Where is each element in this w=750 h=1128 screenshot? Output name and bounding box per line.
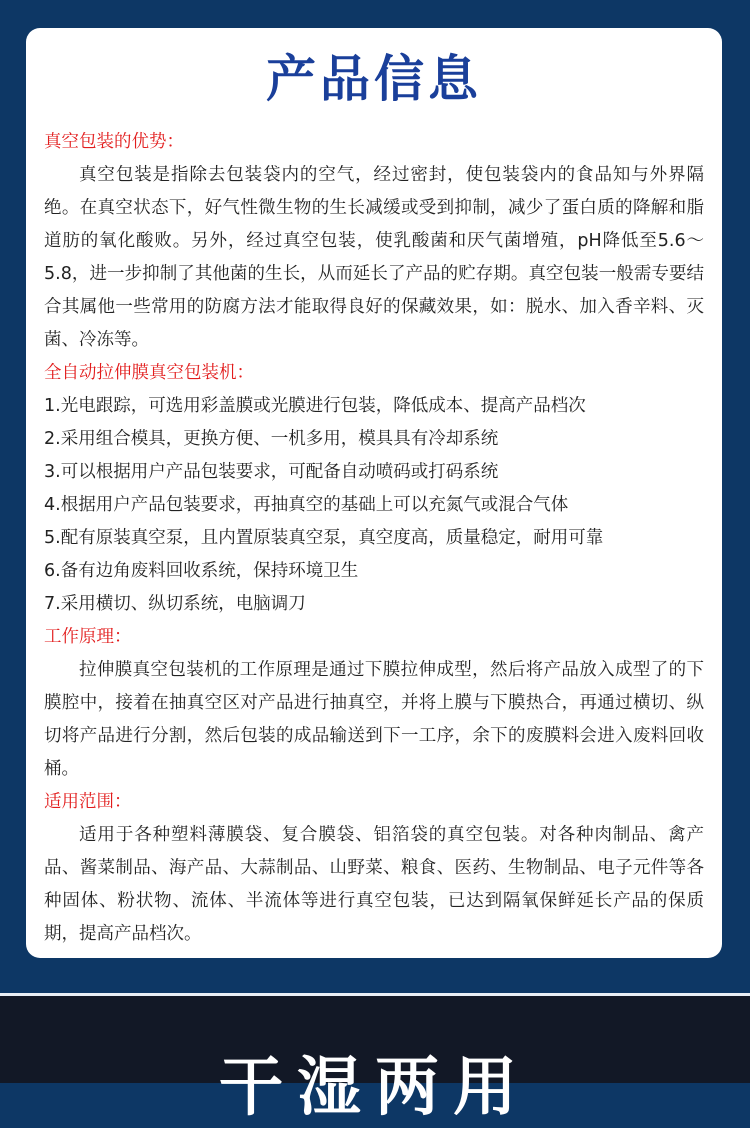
principle-paragraph: 拉伸膜真空包装机的工作原理是通过下膜拉伸成型，然后将产品放入成型了的下膜腔中，接着在抽真空区对产品进行抽真空，并将上膜与下膜热合，再通过横切、纵切将产品进行分割，然后包装的成品输送到下一工序，余下的废膜料会进入废料回收桶。	[44, 660, 704, 779]
page-title: 产品信息	[266, 50, 482, 108]
advantages-heading: 真空包装的优势：	[44, 132, 184, 152]
feature-item: 2.采用组合模具，更换方便、一机多用，模具具有冷却系统	[44, 429, 499, 449]
scope-heading: 适用范围：	[44, 792, 132, 812]
product-info-content	[44, 126, 704, 951]
machine-heading: 全自动拉伸膜真空包装机：	[44, 363, 254, 383]
feature-item: 5.配有原装真空泵，且内置原装真空泵，真空度高，质量稳定，耐用可靠	[44, 528, 604, 548]
feature-item: 6.备有边角废料回收系统，保持环境卫生	[44, 561, 359, 581]
feature-item: 7.采用横切、纵切系统，电脑调刀	[44, 594, 306, 614]
product-info-card	[26, 28, 722, 958]
principle-heading: 工作原理：	[44, 627, 132, 647]
scope-paragraph: 适用于各种塑料薄膜袋、复合膜袋、铝箔袋的真空包装。对各种肉制品、禽产品、酱菜制品、海产品、大蒜制品、山野菜、粮食、医药、生物制品、电子元件等各种固体、粉状物、流体、半流体等进行真空包装，已达到隔氧保鲜延长产品的保质期，提高产品档次。	[44, 825, 704, 944]
next-section-banner	[0, 996, 750, 1125]
feature-item: 1.光电跟踪，可选用彩盖膜或光膜进行包装，降低成本、提高产品档次	[44, 396, 586, 416]
next-section-title: 干湿两用	[219, 1051, 531, 1125]
advantages-paragraph: 真空包装是指除去包装袋内的空气，经过密封，使包装袋内的食品知与外界隔绝。在真空状态下，好气性微生物的生长减缓或受到抑制，减少了蛋白质的降解和脂道肪的氧化酸败。另外，经过真空包装，使乳酸菌和厌气菌增殖，pH降低至5.6～5.8，进一步抑制了其他菌的生长，从而延长了产品的贮存期。真空包装一般需专要结合其属他一些常用的防腐方法才能取得良好的保藏效果，如：脱水、加入香辛料、灭菌、冷冻等。	[44, 165, 704, 350]
feature-item: 4.根据用户产品包装要求，再抽真空的基础上可以充氮气或混合气体	[44, 495, 569, 515]
feature-item: 3.可以根据用户产品包装要求，可配备自动喷码或打码系统	[44, 462, 499, 482]
